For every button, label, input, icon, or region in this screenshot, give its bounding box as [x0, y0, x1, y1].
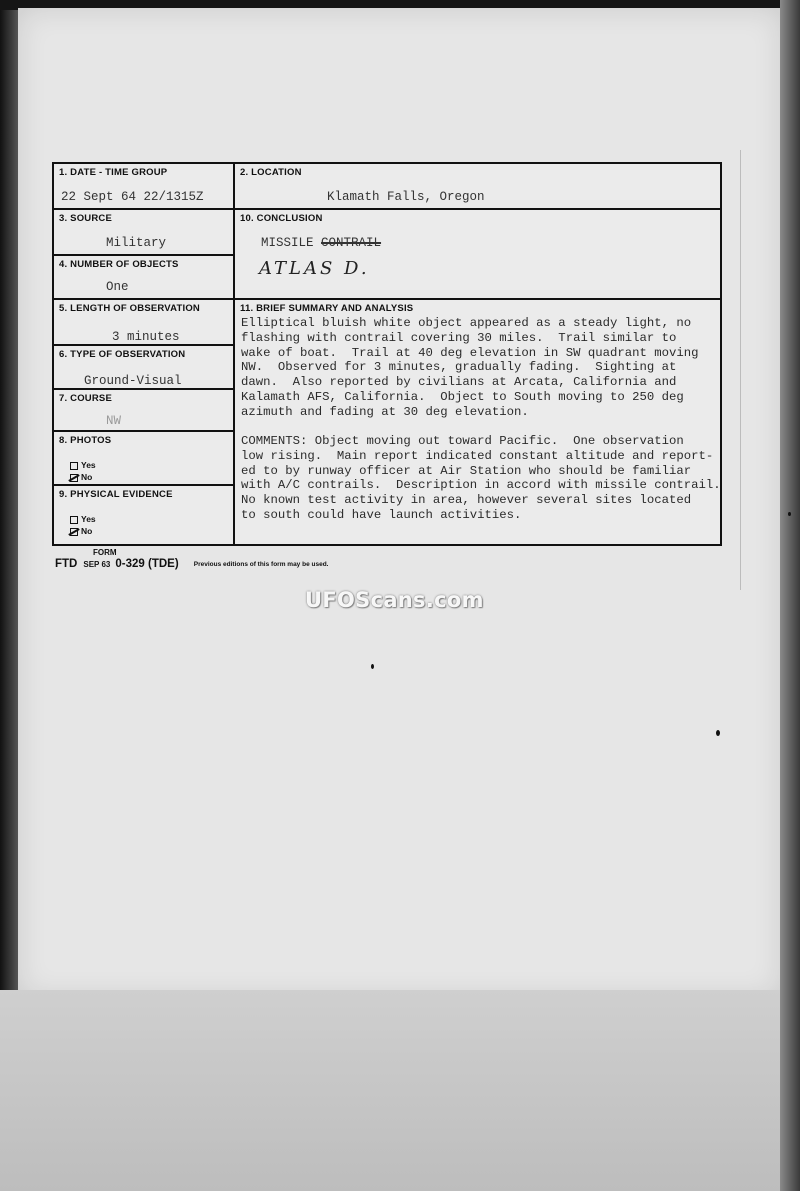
type-of-observation-value: Ground-Visual — [84, 374, 182, 388]
course-label: 7. COURSE — [59, 393, 113, 404]
summary-line: flashing with contrail covering 30 miles. Trail similar to — [241, 330, 677, 345]
date-time-group-cell — [54, 164, 235, 210]
comment-line: No known test activity in area, however several sites located — [241, 493, 692, 508]
photos-no-option: No — [70, 472, 92, 482]
location-value: Klamath Falls, Oregon — [327, 190, 485, 204]
conclusion-handwritten: ATLAS D. — [259, 258, 370, 279]
photos-cell — [54, 432, 235, 486]
summary-text — [241, 316, 699, 420]
course-value: NW — [106, 414, 122, 428]
scan-lower-area — [0, 990, 800, 1191]
number-of-objects-value: One — [106, 280, 129, 294]
scan-speck — [788, 512, 791, 516]
footer-form-number: 0-329 (TDE) — [115, 558, 179, 570]
physical-evidence-no-checkbox — [70, 528, 78, 536]
physical-evidence-yes-checkbox — [70, 516, 78, 524]
summary-line: wake of boat. Trail at 40 deg elevation in SW quadrant moving — [241, 345, 699, 360]
number-of-objects-label: 4. NUMBER OF OBJECTS — [59, 259, 179, 270]
photos-no-checkbox — [70, 474, 78, 482]
number-of-objects-cell — [54, 256, 235, 300]
location-cell — [235, 164, 720, 210]
course-cell — [54, 390, 235, 432]
conclusion-struck-value: CONTRAIL — [321, 236, 382, 250]
summary-line: dawn. Also reported by civilians at Arcata, California and — [241, 375, 677, 390]
summary-line: azimuth and fading at 30 deg elevation. — [241, 404, 529, 419]
conclusion-cell — [235, 210, 720, 300]
paper-fold-line — [740, 150, 741, 590]
physical-evidence-no-option: No — [70, 526, 92, 536]
photos-yes-option: Yes — [70, 460, 96, 470]
conclusion-label: 10. CONCLUSION — [240, 213, 323, 224]
comment-line: with A/C contrails. Description in accord with missile contrail. — [241, 478, 721, 493]
comment-line: COMMENTS: Object moving out toward Pacific. One observation — [241, 434, 684, 448]
length-of-observation-cell — [54, 300, 235, 346]
location-label: 2. LOCATION — [240, 167, 302, 178]
project-record-card — [52, 162, 722, 546]
physical-evidence-cell — [54, 486, 235, 544]
type-of-observation-cell — [54, 346, 235, 390]
source-cell — [54, 210, 235, 256]
photos-label: 8. PHOTOS — [59, 435, 112, 446]
scan-right-edge — [780, 0, 800, 1191]
date-time-group-label: 1. DATE - TIME GROUP — [59, 167, 168, 178]
date-time-group-value: 22 Sept 64 22/1315Z — [61, 190, 204, 204]
summary-line: Kalamath AFS, California. Object to South moving to 250 deg — [241, 389, 684, 404]
scan-speck — [716, 730, 720, 736]
physical-evidence-label: 9. PHYSICAL EVIDENCE — [59, 489, 173, 500]
footer-ftd: FTD — [55, 558, 78, 570]
conclusion-typed — [261, 236, 381, 250]
summary-line: Elliptical bluish white object appeared as a steady light, no — [241, 316, 692, 330]
conclusion-typed-value: MISSILE — [261, 236, 314, 250]
summary-line: NW. Observed for 3 minutes, gradually fading. Sighting at — [241, 360, 677, 375]
length-of-observation-label: 5. LENGTH OF OBSERVATION — [59, 303, 200, 314]
source-label: 3. SOURCE — [59, 213, 113, 224]
comments-text — [241, 434, 721, 523]
footer-form-line — [55, 558, 328, 570]
type-of-observation-label: 6. TYPE OF OBSERVATION — [59, 349, 186, 360]
length-of-observation-value: 3 minutes — [112, 330, 180, 344]
comment-line: low rising. Main report indicated constant altitude and report- — [241, 448, 714, 463]
watermark: UFOScans.com — [305, 588, 484, 612]
summary-cell — [235, 300, 720, 544]
footer-note: Previous editions of this form may be used. — [193, 560, 329, 568]
scan-speck — [371, 664, 374, 669]
footer-date: SEP 63 — [83, 560, 111, 569]
source-value: Military — [106, 236, 167, 250]
summary-label: 11. BRIEF SUMMARY AND ANALYSIS — [240, 303, 414, 314]
photos-yes-checkbox — [70, 462, 78, 470]
comment-line: ed to by runway officer at Air Station who should be familiar — [241, 463, 692, 478]
footer-form-word: FORM — [93, 548, 117, 557]
physical-evidence-yes-option: Yes — [70, 514, 96, 524]
comment-line: to south could have launch activities. — [241, 507, 522, 522]
